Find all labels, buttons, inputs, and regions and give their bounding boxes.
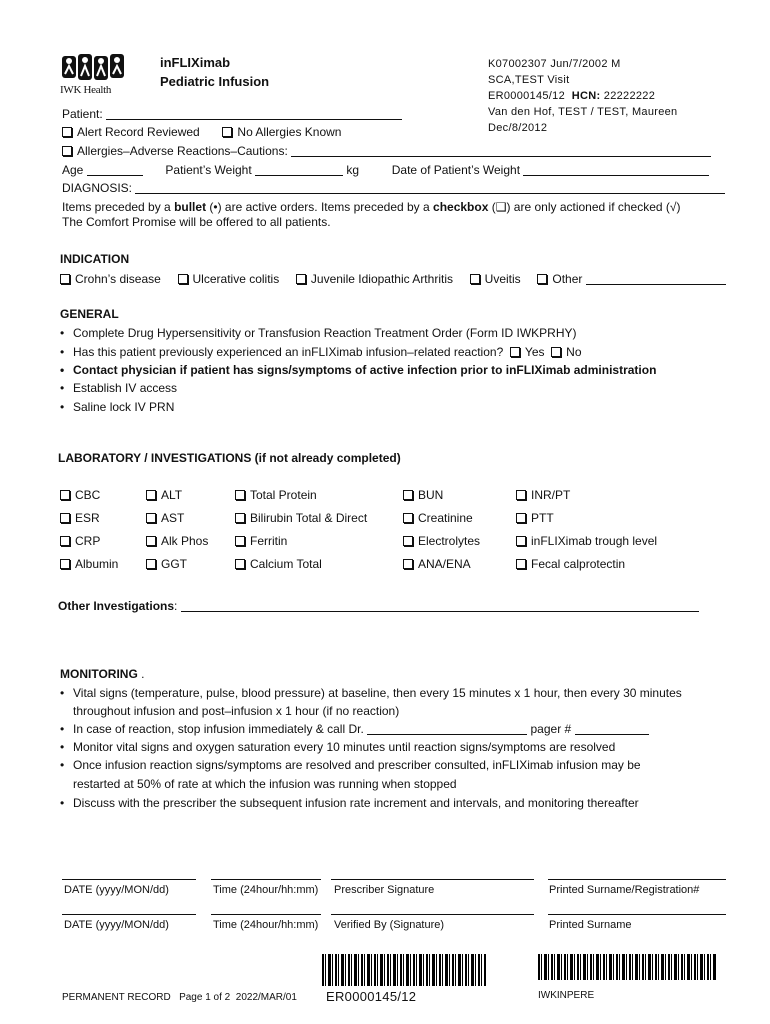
lab-label: Creatinine (418, 511, 473, 525)
diagnosis-row (62, 181, 725, 195)
lab-checkbox[interactable] (403, 490, 413, 500)
lab-label: inFLIXimab trough level (531, 534, 658, 548)
checkbox-word: checkbox (433, 200, 489, 214)
patient-info-line: Van den Hof, TEST / TEST, Maureen (488, 106, 678, 118)
labs-heading: LABORATORY / INVESTIGATIONS (if not already completed) (58, 451, 401, 465)
lab-col-1 (60, 484, 118, 576)
form-title: inFLIXimab (160, 55, 231, 70)
footer-info (62, 992, 297, 1003)
patient-row (62, 107, 402, 121)
no-allergies-checkbox[interactable] (222, 127, 232, 137)
uveitis-checkbox[interactable] (470, 274, 480, 284)
lab-checkbox[interactable] (146, 559, 156, 569)
other-indication-field[interactable] (586, 274, 726, 285)
general-item (60, 400, 174, 414)
alert-reviewed-checkbox[interactable] (62, 127, 72, 137)
monitoring-item-cont: throughout infusion and post–infusion x 1 hour (if no reaction) (73, 704, 400, 718)
other-checkbox[interactable] (537, 274, 547, 284)
general-item-text: Establish IV access (73, 381, 178, 395)
lab-label: Alk Phos (161, 534, 209, 548)
lab-label: Total Protein (250, 488, 317, 502)
lab-checkbox[interactable] (146, 536, 156, 546)
lab-checkbox[interactable] (235, 536, 245, 546)
instructions-text: Items preceded by a (62, 200, 175, 214)
colon: : (174, 599, 178, 613)
sig-label-prescriber: Prescriber Signature (334, 884, 435, 896)
lab-label: Ferritin (250, 534, 288, 548)
monitoring-item (60, 686, 682, 700)
age-weight-row (62, 163, 709, 177)
instructions-text: (•) are active orders. Items preceded by a (206, 200, 434, 214)
form-date: 2022/MAR/01 (235, 992, 297, 1003)
other-investigations-field[interactable] (181, 601, 699, 612)
monitoring-item-text: In case of reaction, stop infusion immediately & call Dr. (73, 722, 364, 736)
general-item (60, 345, 582, 359)
time-line-1[interactable] (211, 879, 321, 880)
hcn-label: HCN: (571, 90, 601, 102)
general-item-text: Complete Drug Hypersensitivity or Transfusion Reaction Treatment Order (Form ID IWKPRHY) (73, 326, 577, 340)
crohns-checkbox[interactable] (60, 274, 70, 284)
lab-checkbox[interactable] (60, 559, 70, 569)
sig-label-date: DATE (yyyy/MON/dd) (64, 919, 169, 931)
lab-label: Albumin (75, 557, 119, 571)
lab-label: Fecal calprotectin (531, 557, 626, 571)
no-allergies-label: No Allergies Known (237, 125, 342, 139)
lab-checkbox[interactable] (60, 490, 70, 500)
iwk-logo-icon (60, 52, 128, 82)
lab-checkbox[interactable] (146, 513, 156, 523)
lab-label: GGT (161, 557, 187, 571)
lab-label: Electrolytes (418, 534, 481, 548)
prescriber-signature-line[interactable] (331, 879, 534, 880)
indication-options (60, 272, 726, 286)
lab-col-5 (516, 484, 657, 576)
lab-col-3 (235, 484, 367, 576)
general-item (60, 363, 656, 377)
sig-label-printed-surname: Printed Surname (549, 919, 632, 931)
patient-info-line: K07002307 Jun/7/2002 M (488, 58, 621, 70)
hcn-value: 22222222 (603, 90, 656, 102)
instructions-text: (❑) are only actioned if checked (√) (488, 200, 681, 214)
monitoring-item-cont: restarted at 50% of rate at which the infusion was running when stopped (73, 777, 457, 791)
sig-label-time: Time (24hour/hh:mm) (213, 884, 319, 896)
lab-checkbox[interactable] (516, 490, 526, 500)
monitoring-item-text: Monitor vital signs and oxygen saturation every 10 minutes until reaction signs/symptoms are resolved (73, 740, 616, 754)
lab-label: Calcium Total (250, 557, 322, 571)
age-field[interactable] (87, 165, 143, 176)
lab-checkbox[interactable] (60, 513, 70, 523)
patient-info-line: SCA,TEST Visit (488, 74, 570, 86)
weight-date-field[interactable] (523, 165, 709, 176)
sig-label-time: Time (24hour/hh:mm) (213, 919, 319, 931)
alert-row (62, 125, 341, 139)
monitoring-item (60, 758, 641, 772)
age-label: Age (62, 163, 84, 177)
weight-label: Patient’s Weight (165, 163, 252, 177)
indication-option: Crohn’s disease (75, 272, 161, 286)
instructions (62, 200, 680, 230)
allergies-row (62, 144, 711, 158)
general-item (60, 326, 576, 340)
lab-checkbox[interactable] (60, 536, 70, 546)
encounter-id: ER0000145/12 (488, 90, 565, 102)
prior-reaction-no-checkbox[interactable] (551, 347, 561, 357)
lab-label: Bilirubin Total & Direct (250, 511, 368, 525)
monitoring-item-text: Vital signs (temperature, pulse, blood pressure) at baseline, then every 15 minutes x 1 hour, then every 30 minutes (73, 686, 682, 700)
barcode-form (538, 954, 716, 980)
lab-label: ALT (161, 488, 183, 502)
pager-field[interactable] (575, 724, 649, 735)
lab-label: CRP (75, 534, 101, 548)
lab-col-4 (403, 484, 480, 576)
date-line-2[interactable] (62, 914, 196, 915)
indication-option: Juvenile Idiopathic Arthritis (310, 272, 453, 286)
lab-label: INR/PT (531, 488, 571, 502)
monitoring-item (60, 740, 615, 754)
barcode-encounter-text: ER0000145/12 (326, 989, 417, 1004)
monitoring-item-text: Once infusion reaction signs/symptoms are resolved and prescriber consulted, inFLIXimab infusion may be (73, 758, 641, 772)
printed-surname-registration-line[interactable] (548, 879, 726, 880)
pager-label: pager # (530, 722, 572, 736)
other-investigations-label: Other Investigations (58, 599, 175, 613)
general-heading: GENERAL (60, 307, 119, 321)
barcode-form-text: IWKINPERE (538, 990, 595, 1001)
date-line-1[interactable] (62, 879, 196, 880)
weight-date-label: Date of Patient’s Weight (391, 163, 521, 177)
lab-label: CBC (75, 488, 101, 502)
sig-label-verified-by: Verified By (Signature) (334, 919, 445, 931)
form-subtitle: Pediatric Infusion (160, 74, 270, 89)
time-line-2[interactable] (211, 914, 321, 915)
lab-checkbox[interactable] (516, 513, 526, 523)
iwk-logo (60, 52, 128, 94)
patient-info (488, 56, 677, 136)
diagnosis-label: DIAGNOSIS: (62, 181, 133, 195)
verified-by-signature-line[interactable] (331, 914, 534, 915)
weight-unit: kg (346, 163, 360, 177)
sig-label-printed-surname-reg: Printed Surname/Registration# (549, 884, 700, 896)
patient-info-line: Dec/8/2012 (488, 122, 548, 134)
indication-option: Other (552, 272, 583, 286)
monitoring-item-text: Discuss with the prescriber the subsequent infusion rate increment and intervals, and monitoring thereafter (73, 796, 639, 810)
lab-checkbox[interactable] (235, 513, 245, 523)
allergies-label: Allergies–Adverse Reactions–Cautions: (77, 144, 288, 158)
allergies-checkbox[interactable] (62, 146, 72, 156)
iwk-logo-text: IWK Health (60, 84, 112, 96)
general-item-text: Saline lock IV PRN (73, 400, 175, 414)
monitoring-item (60, 796, 639, 810)
no-label: No (566, 345, 582, 359)
page-number: Page 1 of 2 (179, 992, 231, 1003)
lab-checkbox[interactable] (403, 513, 413, 523)
prior-reaction-yes-checkbox[interactable] (510, 347, 520, 357)
lab-checkbox[interactable] (516, 536, 526, 546)
ulcerative-colitis-checkbox[interactable] (178, 274, 188, 284)
yes-label: Yes (524, 345, 545, 359)
lab-checkbox[interactable] (516, 559, 526, 569)
jia-checkbox[interactable] (296, 274, 306, 284)
lab-label: ESR (75, 511, 100, 525)
indication-option: Uveitis (484, 272, 521, 286)
doctor-field[interactable] (367, 724, 527, 735)
indication-heading: INDICATION (60, 252, 130, 266)
lab-label: BUN (418, 488, 444, 502)
lab-checkbox[interactable] (235, 559, 245, 569)
instructions-line (62, 200, 680, 215)
lab-checkbox[interactable] (403, 536, 413, 546)
lab-label: PTT (531, 511, 554, 525)
weight-field[interactable] (255, 165, 343, 176)
permanent-record: PERMANENT RECORD (62, 992, 171, 1003)
lab-label: ANA/ENA (418, 557, 471, 571)
monitoring-heading: MONITORING (60, 667, 138, 681)
patient-info-line (488, 88, 677, 104)
monitoring-heading-row (60, 667, 144, 681)
lab-label: AST (161, 511, 185, 525)
heading-dot: . (141, 667, 145, 681)
other-investigations-row (58, 599, 699, 613)
diagnosis-field[interactable] (135, 183, 725, 194)
patient-label: Patient: (62, 107, 103, 121)
indication-option: Ulcerative colitis (192, 272, 280, 286)
alert-reviewed-label: Alert Record Reviewed (77, 125, 200, 139)
bullet-word: bullet (174, 200, 207, 214)
sig-label-date: DATE (yyyy/MON/dd) (64, 884, 169, 896)
lab-checkbox[interactable] (146, 490, 156, 500)
general-item (60, 381, 177, 395)
lab-checkbox[interactable] (235, 490, 245, 500)
lab-col-2 (146, 484, 208, 576)
general-item-text: Contact physician if patient has signs/symptoms of active infection prior to inFLIXimab administration (73, 363, 657, 377)
comfort-promise: The Comfort Promise will be offered to all patients. (62, 215, 331, 229)
general-item-text: Has this patient previously experienced an inFLIXimab infusion–related reaction? (73, 345, 504, 359)
allergies-field[interactable] (291, 146, 711, 157)
monitoring-item (60, 722, 649, 736)
patient-field[interactable] (106, 109, 402, 120)
lab-checkbox[interactable] (403, 559, 413, 569)
barcode-encounter (322, 954, 486, 986)
printed-surname-line[interactable] (548, 914, 726, 915)
